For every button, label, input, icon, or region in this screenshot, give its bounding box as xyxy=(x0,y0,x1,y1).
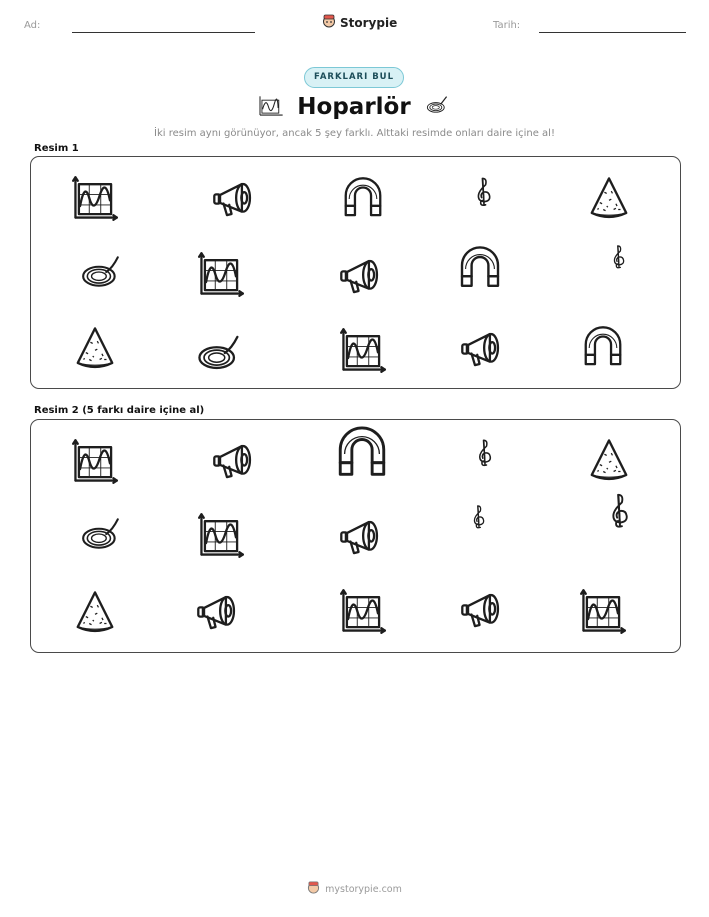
treble-clef-icon[interactable] xyxy=(468,176,500,208)
name-line[interactable] xyxy=(72,32,255,33)
megaphone-icon[interactable] xyxy=(460,587,506,633)
page-title: Hoparlör xyxy=(297,94,411,120)
magnet-icon[interactable] xyxy=(580,325,626,371)
storypie-mascot-icon xyxy=(322,14,336,31)
cone-icon[interactable] xyxy=(586,437,632,483)
magnet-icon[interactable] xyxy=(333,425,391,483)
footer-url: mystorypie.com xyxy=(325,883,402,895)
magnet-icon[interactable] xyxy=(456,245,504,293)
title-chart-icon xyxy=(258,95,284,117)
treble-clef-icon[interactable] xyxy=(606,244,632,270)
chart-icon[interactable] xyxy=(340,327,386,373)
picture1-label: Resim 1 xyxy=(34,143,79,154)
chart-icon[interactable] xyxy=(198,512,244,558)
brand-name: Storypie xyxy=(340,15,398,30)
chart-icon[interactable] xyxy=(340,588,386,634)
title-coil-icon xyxy=(425,94,449,116)
storypie-mascot-icon xyxy=(307,881,320,897)
coil-icon[interactable] xyxy=(80,513,122,555)
chart-icon[interactable] xyxy=(72,438,118,484)
chart-icon[interactable] xyxy=(580,588,626,634)
megaphone-icon[interactable] xyxy=(212,176,258,222)
megaphone-icon[interactable] xyxy=(339,514,385,560)
megaphone-icon[interactable] xyxy=(339,253,385,299)
coil-icon[interactable] xyxy=(80,251,122,293)
chart-icon[interactable] xyxy=(198,251,244,297)
treble-clef-icon[interactable] xyxy=(601,492,639,530)
date-label: Tarih: xyxy=(493,20,521,31)
cone-icon[interactable] xyxy=(586,175,632,221)
cone-icon[interactable] xyxy=(72,589,118,635)
footer xyxy=(0,881,709,897)
name-label: Ad: xyxy=(24,20,41,31)
picture2-label: Resim 2 (5 farkı daire içine al) xyxy=(34,405,205,416)
activity-badge: FARKLARI BUL xyxy=(304,67,404,88)
date-line[interactable] xyxy=(539,32,686,33)
chart-icon[interactable] xyxy=(72,175,118,221)
brand-logo xyxy=(322,14,397,31)
megaphone-icon[interactable] xyxy=(196,589,242,635)
megaphone-icon[interactable] xyxy=(212,438,258,484)
instructions: İki resim aynı görünüyor, ancak 5 şey farklı. Alttaki resimde onları daire içine al! xyxy=(154,128,555,139)
megaphone-icon[interactable] xyxy=(460,326,506,372)
magnet-icon[interactable] xyxy=(340,176,386,222)
treble-clef-icon[interactable] xyxy=(466,504,492,530)
treble-clef-icon[interactable] xyxy=(470,438,500,468)
coil-icon[interactable] xyxy=(196,330,242,376)
cone-icon[interactable] xyxy=(72,325,118,371)
